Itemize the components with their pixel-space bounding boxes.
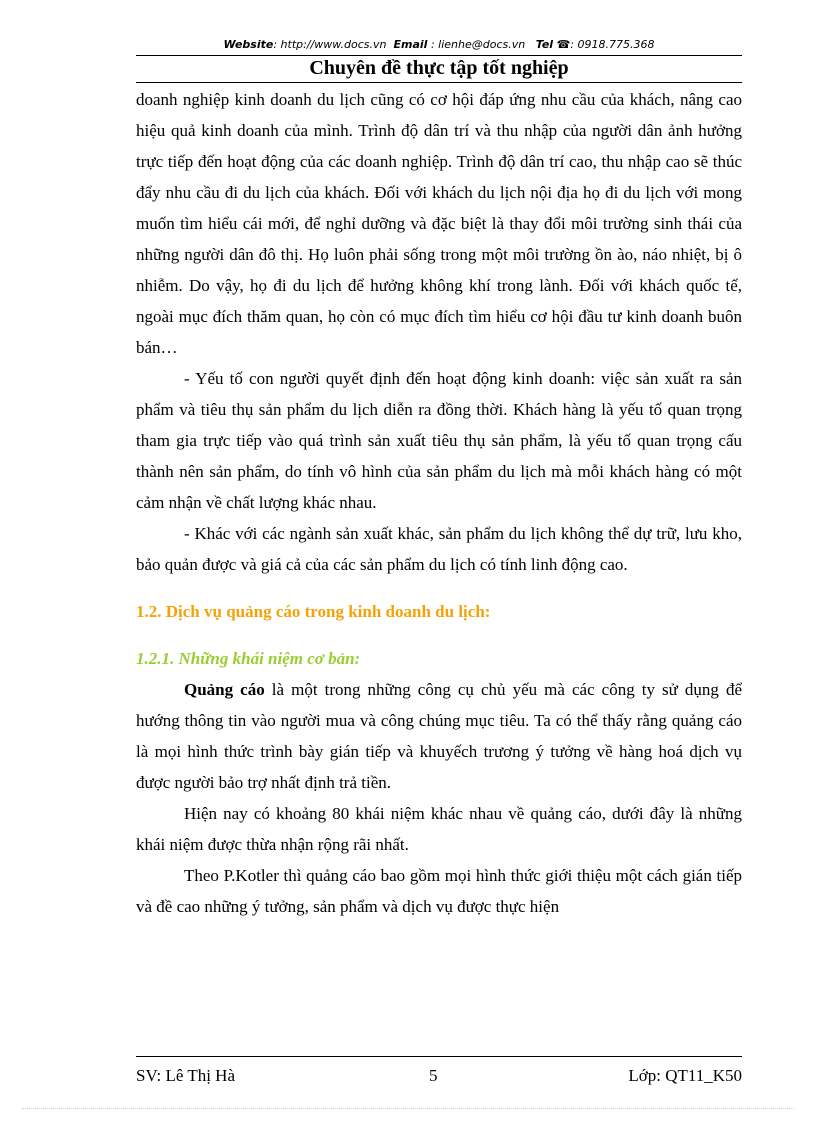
spacer (136, 580, 742, 596)
page-number: 5 (429, 1066, 438, 1085)
email-value: : lienhe@docs.vn (430, 38, 526, 51)
paragraph-3: - Khác với các ngành sản xuất khác, sản phẩm du lịch không thể dự trữ, lưu kho, bảo quản được và giá cả của các sản phẩm du lịch có tính linh động cao. (136, 524, 742, 574)
section-heading: 1.2. Dịch vụ quảng cáo trong kinh doanh du lịch: (136, 602, 491, 621)
email-label: Email (393, 38, 428, 51)
document-title: Chuyên đề thực tập tốt nghiệp (309, 57, 569, 79)
phone-icon: ☎ (556, 38, 571, 51)
header-rule (136, 55, 742, 56)
paragraph-6: Theo P.Kotler thì quảng cáo bao gồm mọi hình thức giới thiệu một cách gián tiếp và đề cao những ý tưởng, sản phẩm và dịch vụ được thực hiện (136, 866, 742, 916)
website-header (136, 38, 742, 51)
paragraph-2: - Yếu tố con người quyết định đến hoạt động kinh doanh: việc sản xuất ra sản phẩm và tiêu thụ sản phẩm du lịch diễn ra đồng thời. Khách hàng là yếu tố quan trọng tham gia trực tiếp vào quá trình sản xuất tiêu thụ sản phẩm, là yếu tố quan trọng cấu thành nên sản phẩm, do tính vô hình của sản phẩm du lịch mà mỗi khách hàng có một cảm nhận về chất lượng khác nhau. (136, 369, 742, 512)
paragraph-4 (136, 674, 742, 798)
paragraph-5: Hiện nay có khoảng 80 khái niệm khác nhau về quảng cáo, dưới đây là những khái niệm được thừa nhận rộng rãi nhất. (136, 804, 742, 854)
student-name: SV: Lê Thị Hà (136, 1066, 235, 1085)
paragraph-4-text: là một trong những công cụ chủ yếu mà các công ty sử dụng để hướng thông tin vào người mua và công chúng mục tiêu. Ta có thể thấy rằng quảng cáo là mọi hình thức trình bày gián tiếp và khuyếch trương ý tưởng về hàng hoá dịch vụ được người bảo trợ nhất định trả tiền. (136, 680, 742, 792)
spacer (136, 627, 742, 643)
footer-rule (136, 1056, 742, 1057)
title-rule (136, 82, 742, 83)
page-body (136, 84, 742, 922)
website-value: : http://www.docs.vn (273, 38, 387, 51)
term-bold: Quảng cáo (184, 680, 265, 699)
paragraph-1: doanh nghiệp kinh doanh du lịch cũng có cơ hội đáp ứng nhu cầu của khách, nâng cao hiệu quả kinh doanh của mình. Trình độ dân trí và thu nhập của người dân ảnh hưởng trực tiếp đến hoạt động của các doanh nghiệp. Trình độ dân trí cao, thu nhập cao sẽ thúc đẩy nhu cầu đi du lịch của khách. Đối với khách du lịch nội địa họ đi du lịch với mong muốn tìm hiểu cái mới, để nghỉ dưỡng và đặc biệt là thay đổi môi trường sinh thái của những người dân đô thị. Họ luôn phải sống trong một môi trường ồn ào, náo nhiệt, bị ô nhiễm. Do vậy, họ đi du lịch để hưởng không khí trong lành. Đối với khách quốc tế, ngoài mục đích thăm quan, họ còn có mục đích tìm hiểu cơ hội đầu tư kinh doanh buôn bán… (136, 90, 742, 357)
subsection-heading: 1.2.1. Những khái niệm cơ bản: (136, 649, 361, 668)
tel-value: : 0918.775.368 (570, 38, 655, 51)
website-label: Website (223, 38, 274, 51)
page-edge (22, 1108, 794, 1109)
tel-label: Tel (535, 38, 554, 51)
class-code: Lớp: QT11_K50 (628, 1066, 742, 1085)
